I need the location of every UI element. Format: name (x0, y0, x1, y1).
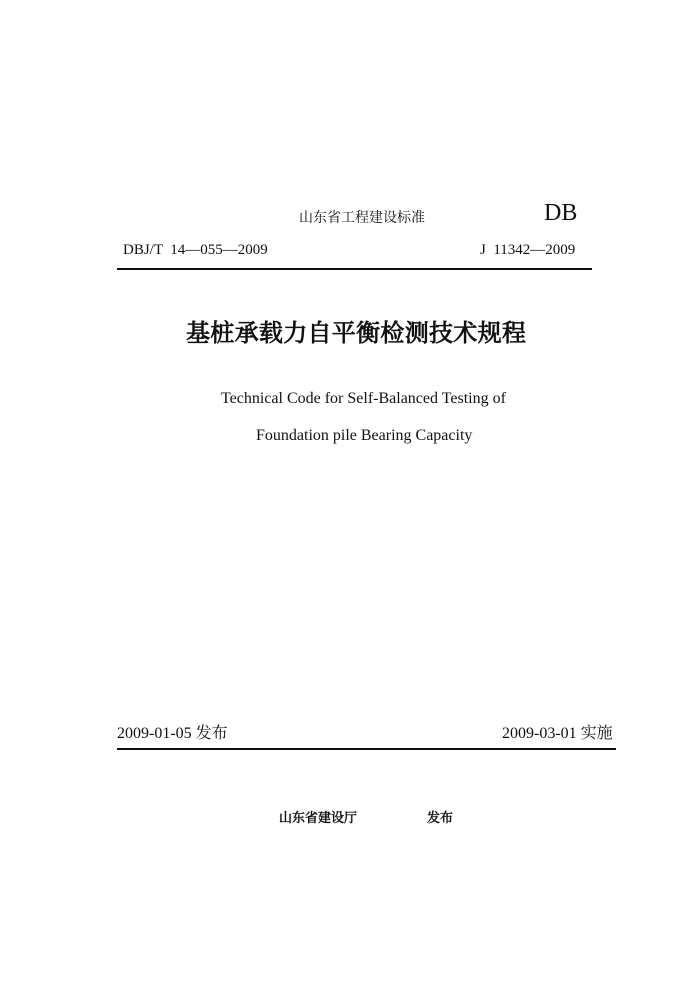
implementation-date: 2009-03-01 实施 (502, 725, 613, 742)
document-title-english-line2: Foundation pile Bearing Capacity (256, 427, 473, 444)
standard-code-number: DBJ/T 14—055—2009 (123, 242, 268, 258)
issuer-category: 山东省工程建设标准 (299, 210, 425, 226)
publisher-name: 山东省建设厅 (279, 811, 358, 826)
publisher-action: 发布 (427, 811, 454, 826)
publish-date: 2009-01-05 发布 (117, 725, 228, 742)
dates-divider (117, 748, 616, 750)
document-title-chinese: 基桩承载力自平衡检测技术规程 (186, 319, 527, 347)
db-mark: DB (544, 200, 578, 226)
document-title-english-line1: Technical Code for Self-Balanced Testing of (221, 390, 506, 407)
record-number: J 11342—2009 (480, 242, 576, 258)
header-divider (117, 268, 592, 270)
